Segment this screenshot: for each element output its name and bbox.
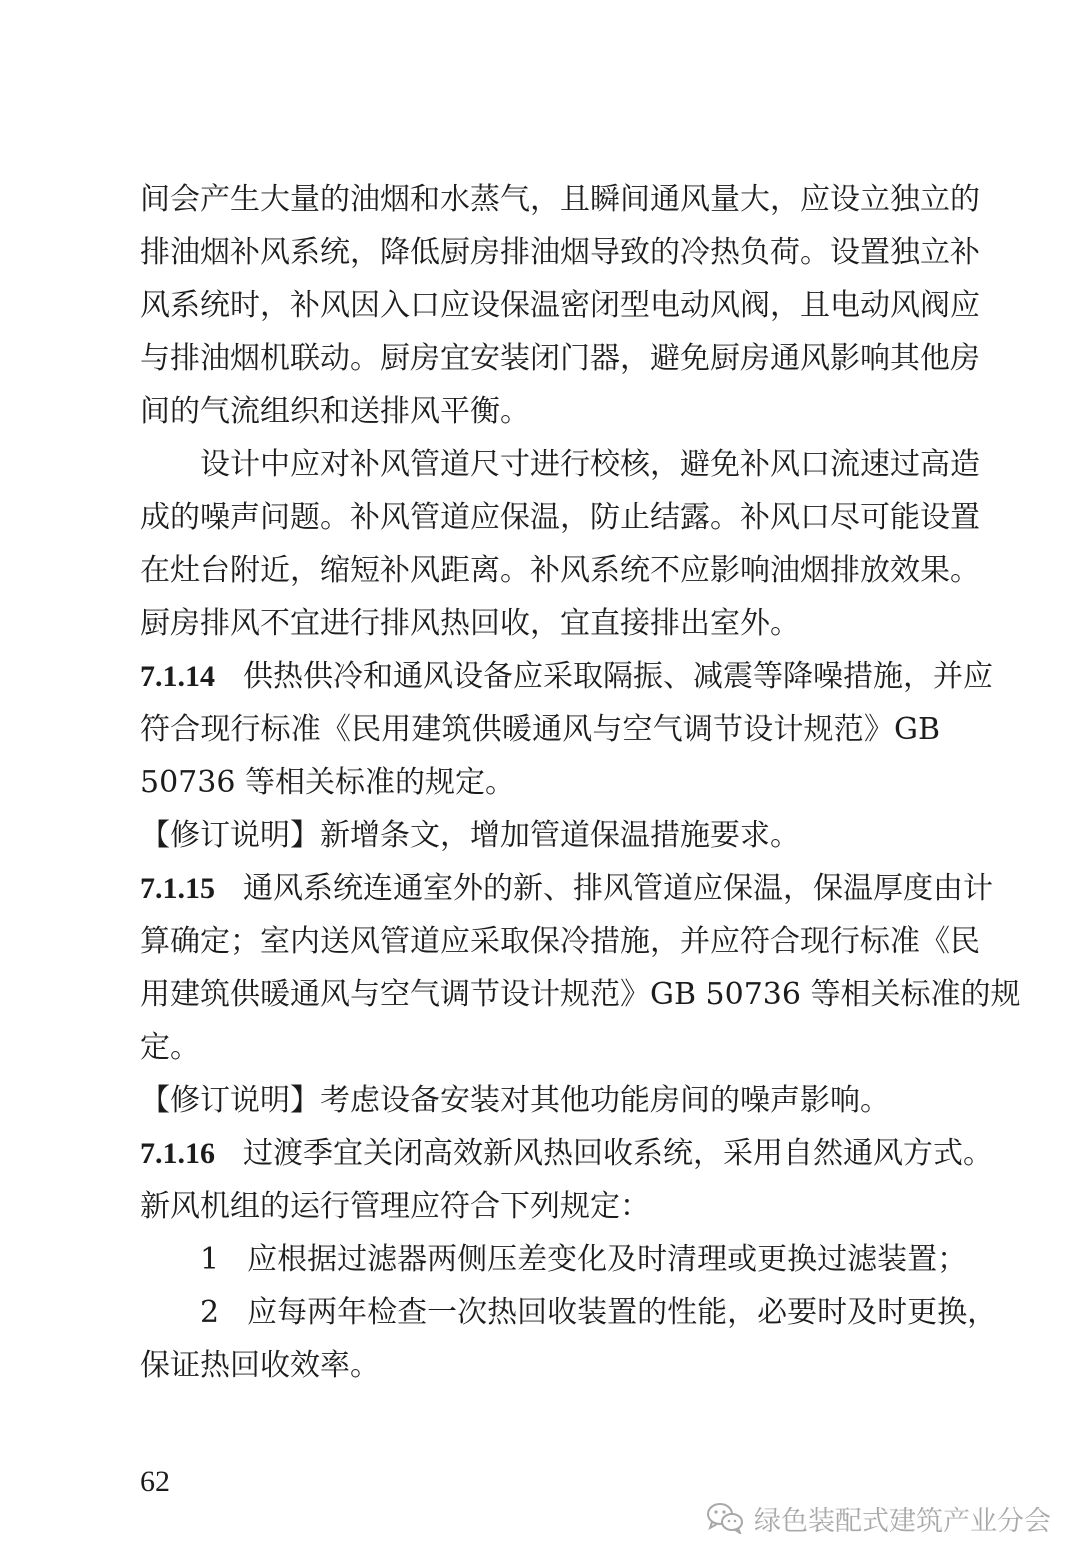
item-text: 应每两年检查一次热回收装置的性能，必要时及时更换， <box>247 1295 998 1330</box>
clause-text: 供热供冷和通风设备应采取隔振、减震等降噪措施，并应 <box>243 659 993 694</box>
clause-number: 7.1.15 <box>140 872 215 905</box>
body-line: 间的气流组织和送排风平衡。 <box>140 394 530 429</box>
clause-7-1-14 <box>140 657 993 697</box>
clause-text: 过渡季宜关闭高效新风热回收系统，采用自然通风方式。 <box>243 1136 993 1171</box>
item-number: 1 <box>200 1242 220 1277</box>
page-number: 62 <box>140 1465 170 1498</box>
list-item <box>200 1240 968 1280</box>
body-line: 保证热回收效率。 <box>140 1348 380 1383</box>
item-number: 2 <box>200 1295 220 1330</box>
body-line: 间会产生大量的油烟和水蒸气，且瞬间通风量大，应设立独立的 <box>140 182 980 217</box>
body-line: 成的噪声问题。补风管道应保温，防止结露。补风口尽可能设置 <box>140 500 980 535</box>
body-line: 算确定；室内送风管道应采取保冷措施，并应符合现行标准《民 <box>140 924 980 959</box>
revision-note: 【修订说明】新增条文，增加管道保温措施要求。 <box>140 818 800 853</box>
clause-text: 通风系统连通室外的新、排风管道应保温，保温厚度由计 <box>243 871 993 906</box>
body-line: 风系统时，补风因入口应设保温密闭型电动风阀，且电动风阀应 <box>140 288 980 323</box>
body-line: 符合现行标准《民用建筑供暖通风与空气调节设计规范》GB <box>140 712 940 747</box>
clause-number: 7.1.14 <box>140 660 215 693</box>
clause-number: 7.1.16 <box>140 1137 215 1170</box>
watermark <box>706 1498 1051 1538</box>
body-line: 排油烟补风系统，降低厨房排油烟导致的冷热负荷。设置独立补 <box>140 235 980 270</box>
body-line: 用建筑供暖通风与空气调节设计规范》GB 50736 等相关标准的规 <box>140 977 1021 1012</box>
body-line: 与排油烟机联动。厨房宜安装闭门器，避免厨房通风影响其他房 <box>140 341 980 376</box>
watermark-text: 绿色装配式建筑产业分会 <box>754 1505 1051 1537</box>
body-line: 定。 <box>140 1030 200 1065</box>
item-text: 应根据过滤器两侧压差变化及时清理或更换过滤装置； <box>247 1242 968 1277</box>
clause-7-1-15 <box>140 869 993 909</box>
list-item <box>200 1293 998 1333</box>
body-line: 新风机组的运行管理应符合下列规定： <box>140 1189 650 1224</box>
body-line: 设计中应对补风管道尺寸进行校核，避免补风口流速过高造 <box>200 447 980 482</box>
revision-note: 【修订说明】考虑设备安装对其他功能房间的噪声影响。 <box>140 1083 890 1118</box>
wechat-icon <box>706 1502 744 1534</box>
body-line: 在灶台附近，缩短补风距离。补风系统不应影响油烟排放效果。 <box>140 553 980 588</box>
body-line: 50736 等相关标准的规定。 <box>140 765 515 800</box>
body-line: 厨房排风不宜进行排风热回收，宜直接排出室外。 <box>140 606 800 641</box>
clause-7-1-16 <box>140 1134 993 1174</box>
